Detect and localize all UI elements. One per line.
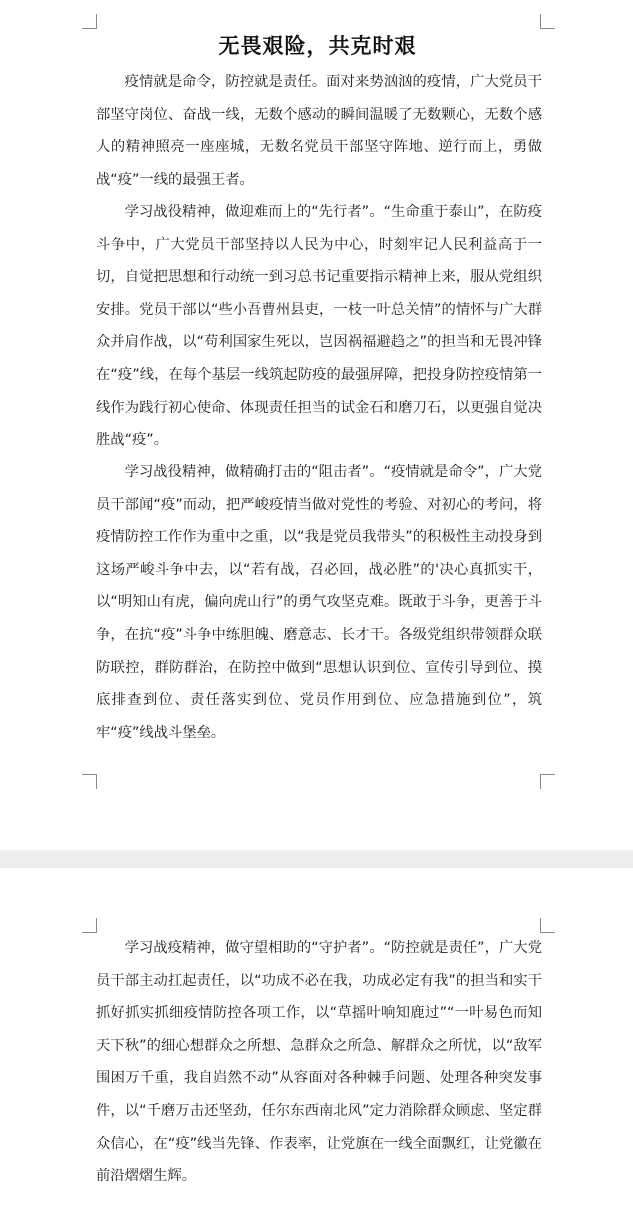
paragraph-4: 学习战疫精神，做守望相助的“守护者”。“防控就是责任”，广大党员干部主动扛起责任，以“功成不必在我，功成必定有我”的担当和实干抓好抓实抓细疫情防控各项工作，以“草摇叶响知鹿过”“一叶易色而知天下秋”的细心想群众之所想、急群众之所急、解群众之所忧，以“敌军围困万千重，我自岿然不动”从容面对各种棘手问题、处理各种突发事件，以“千磨万击还坚劲，任尔东西南北风”定力消除群众顾虑、坚定群众信心，在“疫”线当先锋、作表率，让党旗在一线全面飘红，让党徽在前沿熠熠生辉。 xyxy=(96,940,542,1185)
page-separator xyxy=(0,850,633,868)
document-page-2 xyxy=(0,868,633,1209)
paragraph-1: 疫情就是命令，防控就是责任。面对来势汹汹的疫情，广大党员干部坚守岗位、奋战一线，无数个感动的瞬间温暖了无数颗心，无数个感人的精神照亮一座座城，无数名党员干部坚守阵地、逆行而上，勇做战“疫”一线的最强王者。 xyxy=(96,74,542,188)
margin-corner-top-right xyxy=(540,14,555,29)
margin-corner-bottom-left xyxy=(82,774,97,789)
paragraph-2: 学习战役精神，做迎难而上的“先行者”。“生命重于泰山”，在防疫斗争中，广大党员干部坚持以人民为中心，时刻牢记人民利益高于一切，自觉把思想和行动统一到习总书记重要指示精神上来，服从党组织安排。党员干部以“些小吾曹州县吏，一枝一叶总关情”的情怀与广大群众并肩作战，以“苟利国家生死以，岂因祸福避趋之”的担当和无畏冲锋在“疫”线，在每个基层一线筑起防疫的最强屏障，把投身防控疫情第一线作为践行初心使命、体现责任担当的试金石和磨刀石，以更强自觉决胜战“疫”。 xyxy=(96,204,542,449)
document-title: 无畏艰险，共克时艰 xyxy=(218,34,417,58)
margin-corner-top-left xyxy=(82,918,97,933)
margin-corner-top-left xyxy=(82,14,97,29)
margin-corner-bottom-right xyxy=(540,774,555,789)
paragraph-3: 学习战役精神，做精确打击的“阻击者”。“疫情就是命令”，广大党员干部闻“疫”而动，把严峻疫情当做对党性的考验、对初心的考问，将疫情防控工作作为重中之重，以“我是党员我带头”的积极性主动投身到这场严峻斗争中去，以“若有战，召必回，战必胜”的'决心真抓实干，以“明知山有虎，偏向虎山行”的勇气攻坚克难。既敢于斗争，更善于斗争，在抗“疫”斗争中练胆魄、磨意志、长才干。各级党组织带领群众联防联控，群防群治，在防控中做到“思想认识到位、宣传引导到位、摸底排查到位、责任落实到位、党员作用到位、应急措施到位”，筑牢“疫”线战斗堡垒。 xyxy=(96,464,542,741)
margin-corner-top-right xyxy=(540,918,555,933)
